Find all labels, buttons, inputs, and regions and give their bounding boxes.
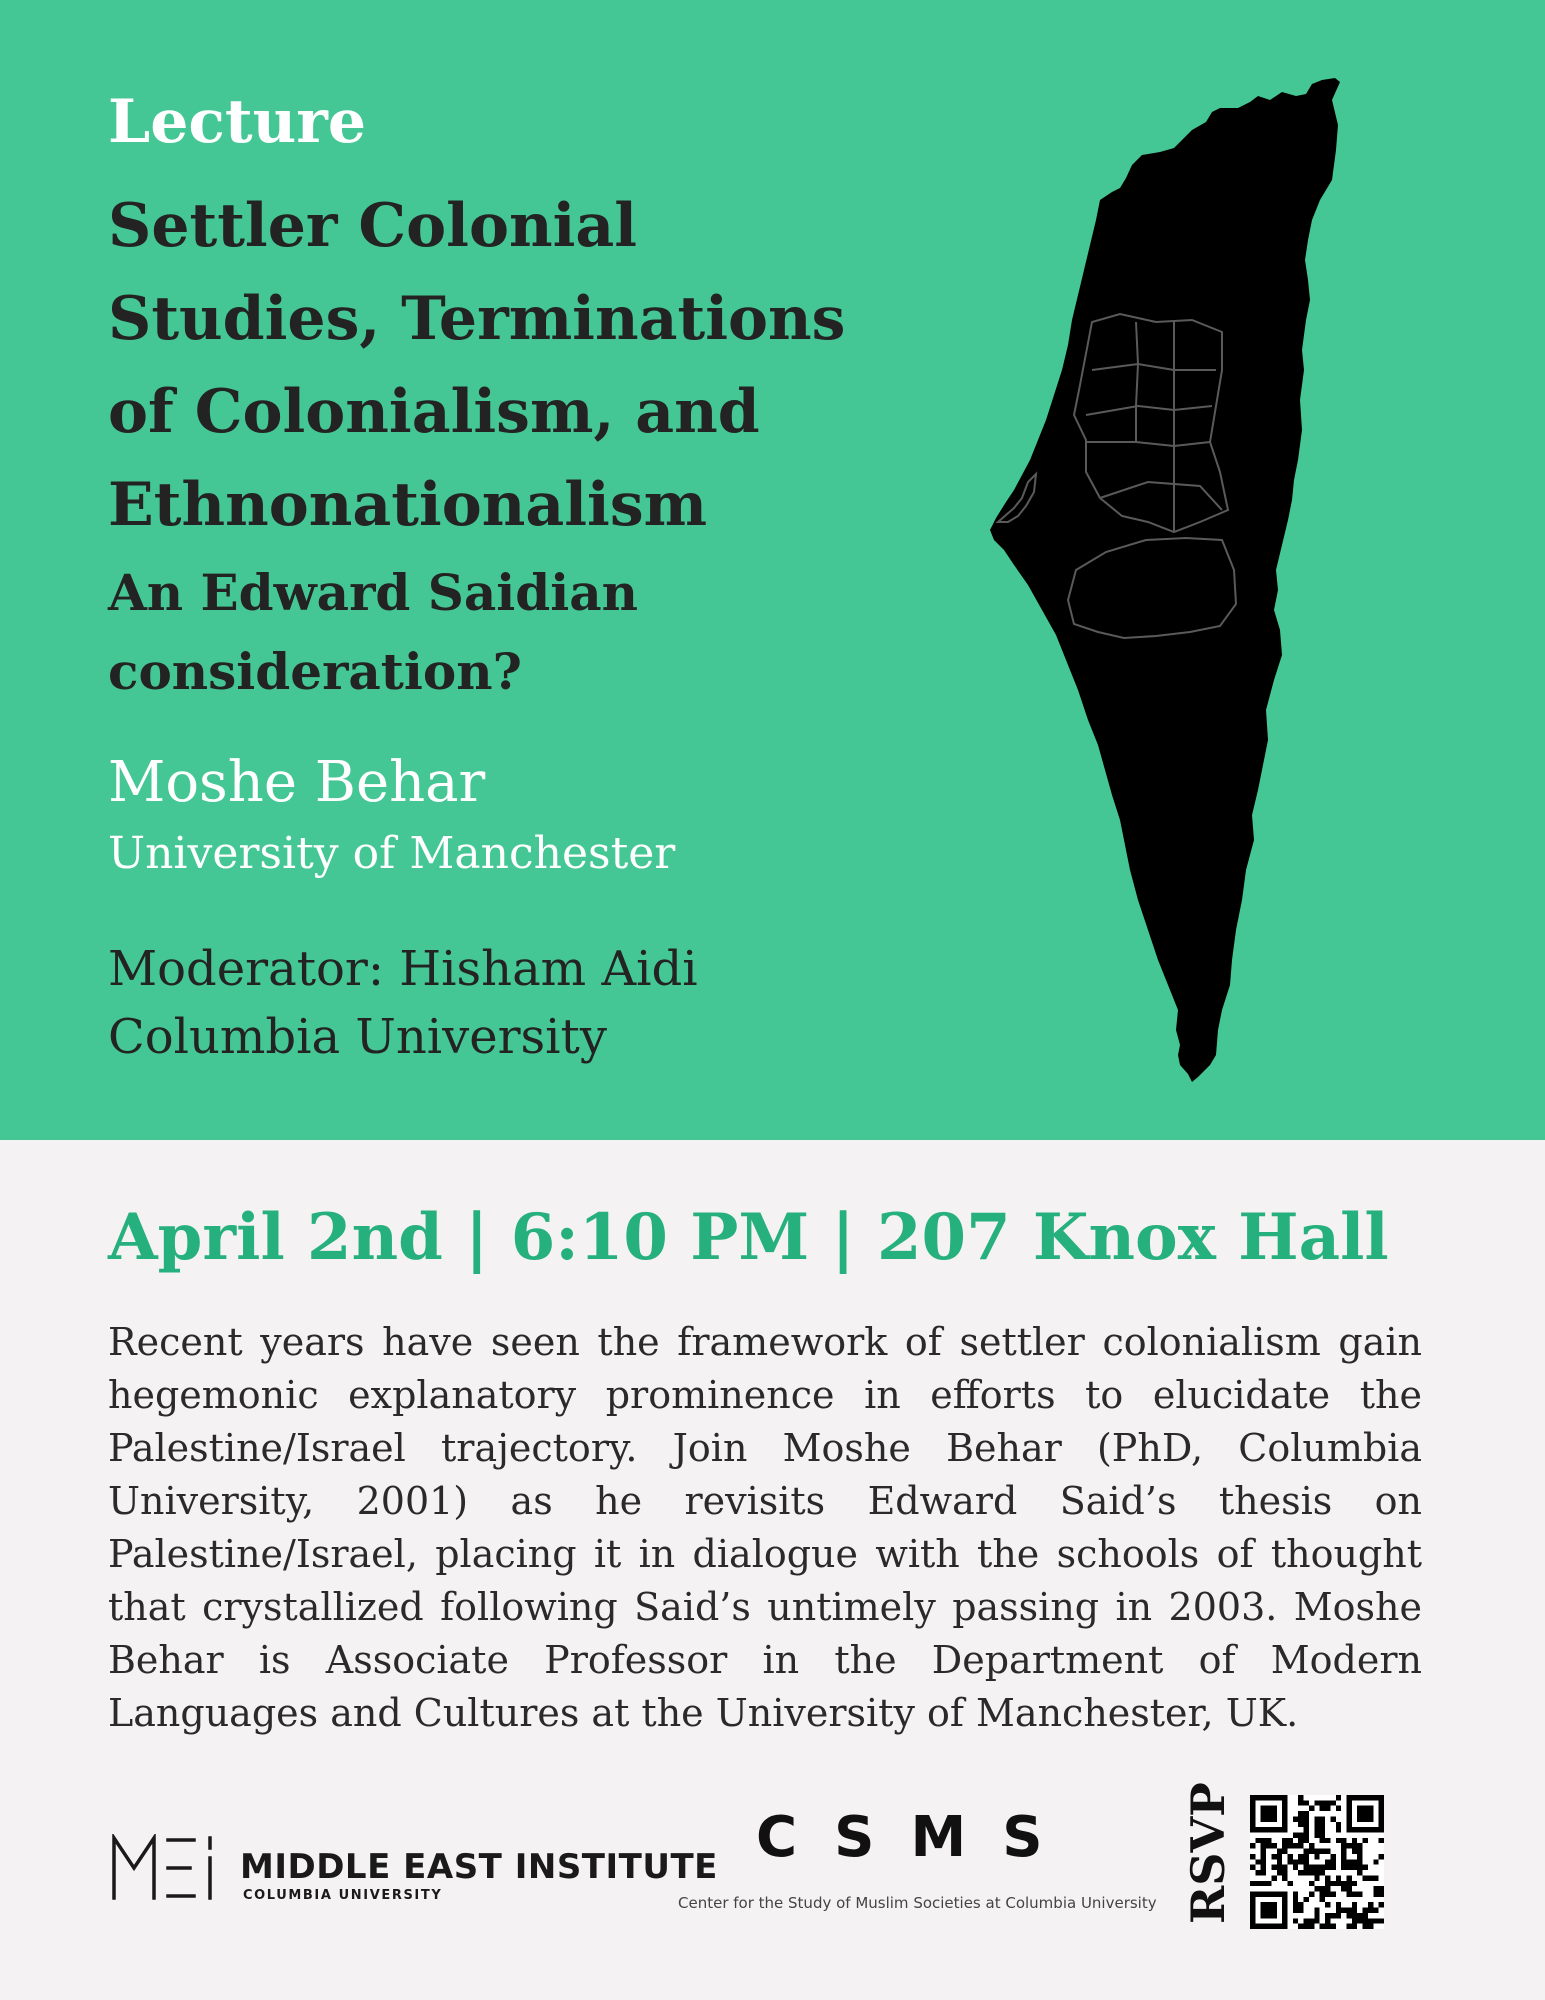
- event-description: Recent years have seen the framework of settler colonialism gain hegemonic explanatory prominence in efforts to elucidate the Palestine/Israel trajectory. Join Moshe Behar (PhD, Columbia University, 2001) as he revisits Edward Said’s thesis on Palestine/Israel, placing it in dialogue with the schools of thought that crystallized following Said’s untimely passing in 2003. Moshe Behar is Associate Professor in the Department of Modern Languages and Cultures at the University of Manchester, UK.: [108, 1320, 1422, 1735]
- csms-logo: CSMS: [756, 1805, 1079, 1870]
- speaker-affiliation: University of Manchester: [108, 828, 676, 879]
- lecture-title-line: Settler Colonial: [108, 191, 638, 261]
- palestine-map-icon: [960, 70, 1350, 1085]
- qr-code-icon: [1250, 1795, 1384, 1929]
- csms-logo-subtitle: Center for the Study of Muslim Societies at Columbia University: [678, 1894, 1157, 1912]
- rsvp-label: RSVP: [1181, 1782, 1235, 1924]
- lecture-subtitle-line: An Edward Saidian: [108, 563, 638, 622]
- event-type-label: Lecture: [108, 87, 367, 157]
- lecture-subtitle-line: consideration?: [108, 642, 522, 701]
- lecture-title: [108, 180, 845, 552]
- speaker-name: Moshe Behar: [108, 750, 486, 815]
- mei-logo-subtitle: COLUMBIA UNIVERSITY: [243, 1888, 443, 1903]
- moderator-name: Moderator: Hisham Aidi: [108, 941, 698, 997]
- lecture-title-line: Studies, Terminations: [108, 284, 846, 354]
- event-date-time-location: April 2nd | 6:10 PM | 207 Knox Hall: [108, 1200, 1389, 1275]
- lecture-title-line: Ethnonationalism: [108, 470, 708, 540]
- mei-logo-icon: [110, 1834, 220, 1900]
- mei-logo-name: MIDDLE EAST INSTITUTE: [240, 1847, 718, 1887]
- lecture-title-line: of Colonialism, and: [108, 377, 760, 447]
- rsvp-qr-code[interactable]: [1250, 1795, 1384, 1929]
- moderator-affiliation: Columbia University: [108, 1009, 607, 1065]
- lecture-subtitle: [108, 553, 638, 711]
